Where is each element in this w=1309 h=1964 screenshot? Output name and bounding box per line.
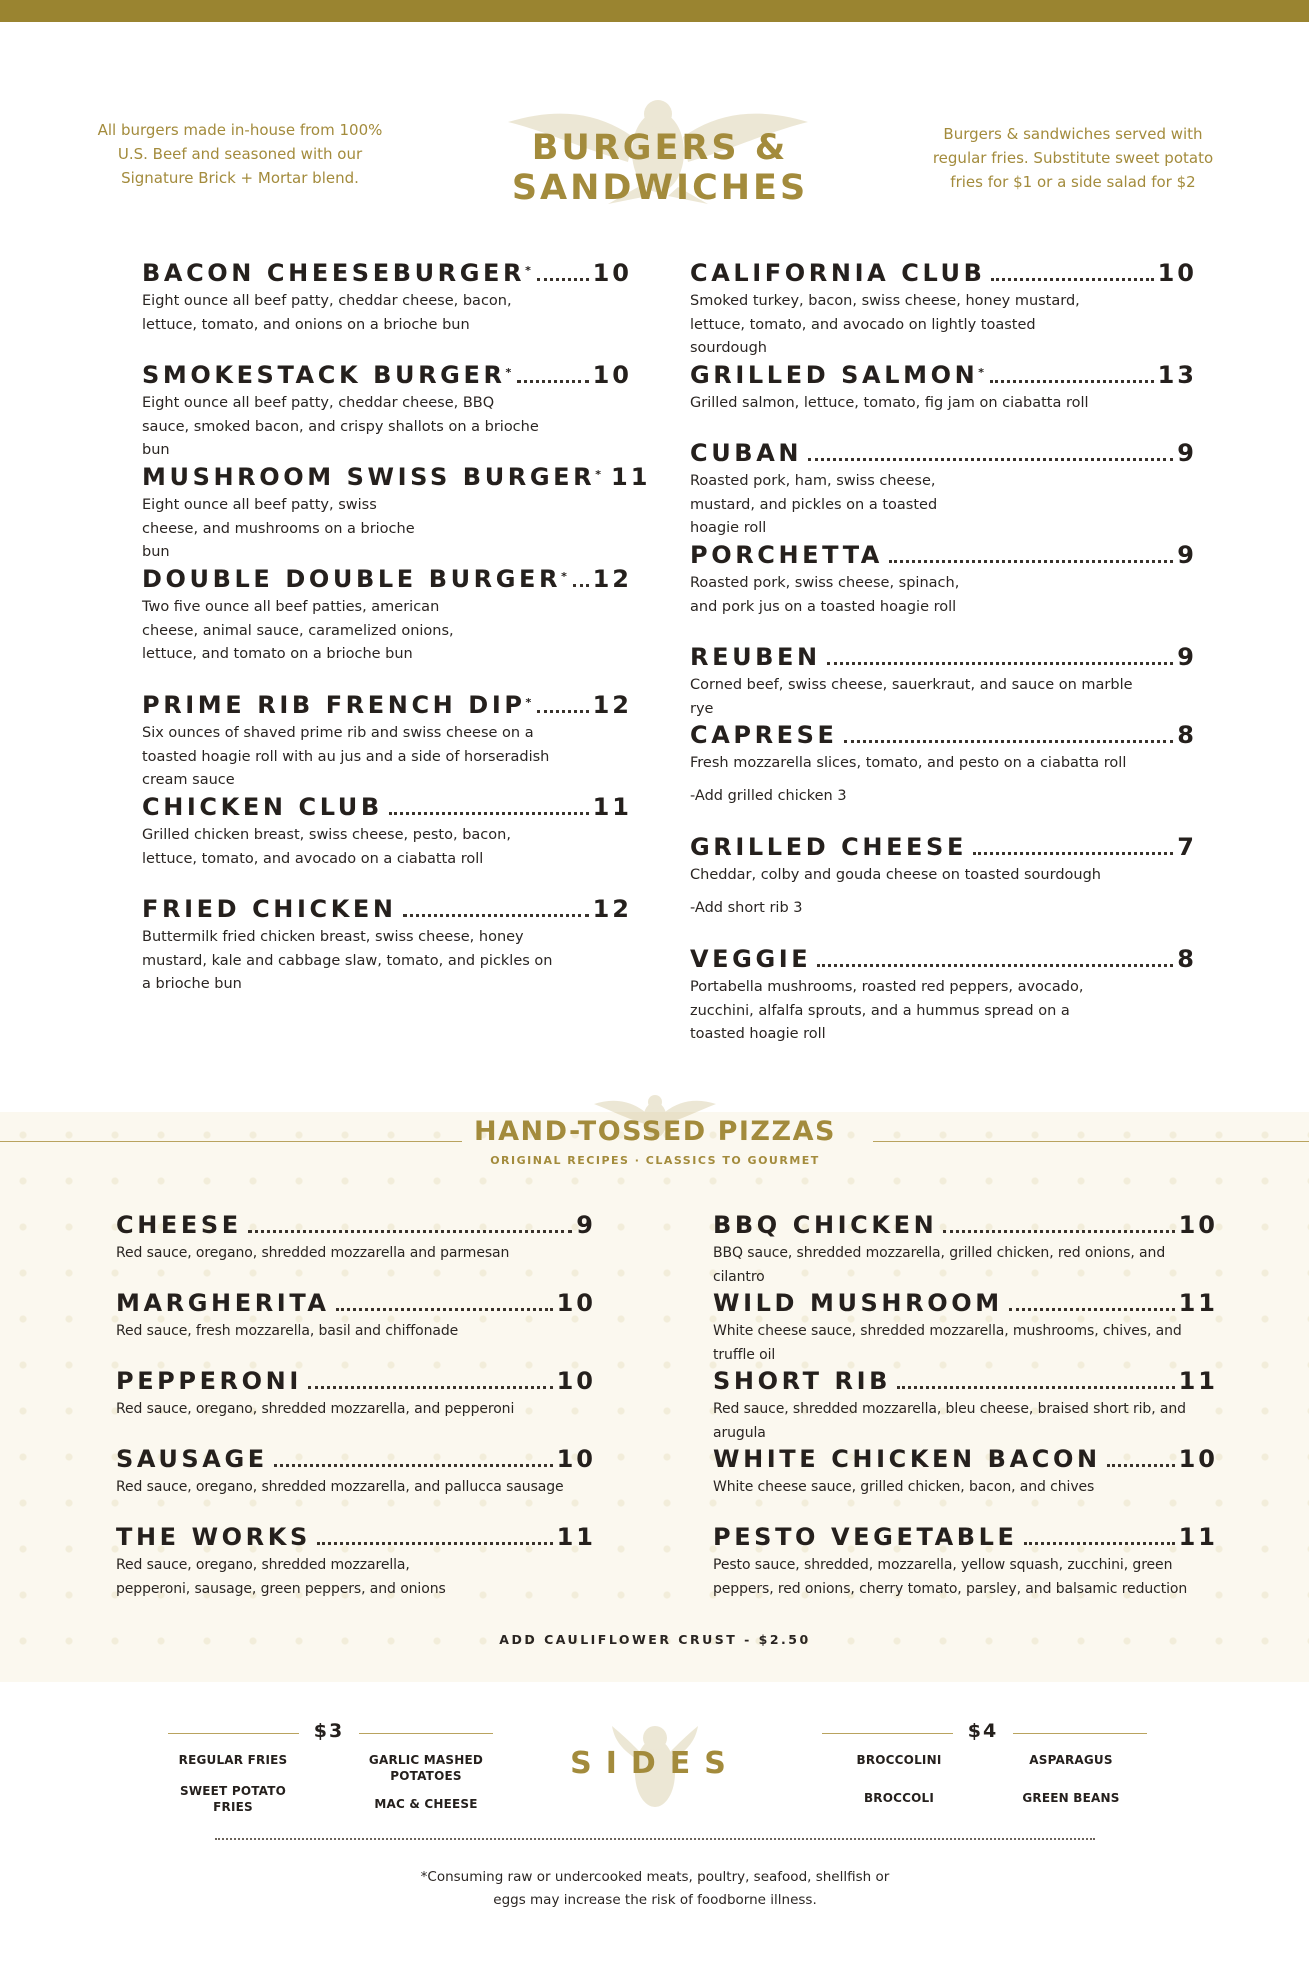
item-name: PEPPERONI xyxy=(116,1367,302,1395)
dot-leader xyxy=(1009,1306,1175,1311)
item-name: CUBAN xyxy=(690,439,803,467)
item-description: Roasted pork, ham, swiss cheese, mustard, and pickles on a toasted hoagie roll xyxy=(690,473,938,536)
item-price: 10 xyxy=(1178,1445,1218,1473)
dot-leader xyxy=(336,1306,553,1311)
dot-leader xyxy=(897,1384,1175,1389)
item-name: MUSHROOM SWISS BURGER xyxy=(142,463,596,491)
item-price: 12 xyxy=(592,565,632,593)
dot-leader xyxy=(1107,1462,1175,1467)
dot-leader xyxy=(248,1228,573,1233)
raw-warning-star: * xyxy=(978,366,985,379)
item-description: Portabella mushrooms, roasted red peppers, avocado, zucchini, alfalfa sprouts, and a hummus spread on a toasted hoagie roll xyxy=(690,979,1084,1042)
item-price: 8 xyxy=(1177,945,1197,973)
item-description: Red sauce, fresh mozzarella, basil and chiffonade xyxy=(116,1323,459,1339)
dot-leader xyxy=(537,708,588,713)
item-price: 10 xyxy=(592,259,632,287)
side-item: ASPARAGUS xyxy=(1029,1753,1113,1767)
sides-price-4: $4 xyxy=(953,1720,1013,1742)
dot-leader xyxy=(537,276,589,281)
dotted-divider xyxy=(215,1838,1095,1840)
dot-leader xyxy=(844,738,1174,743)
item-description: Eight ounce all beef patty, cheddar cheese, BBQ sauce, smoked bacon, and crispy shallots on a brioche bun xyxy=(142,395,539,458)
dot-leader xyxy=(389,810,589,815)
item-description: Grilled chicken breast, swiss cheese, pesto, bacon, lettuce, tomato, and avocado on a ciabatta roll xyxy=(142,827,511,867)
menu-item xyxy=(690,720,1197,808)
item-description: Red sauce, oregano, shredded mozzarella, and pepperoni xyxy=(116,1401,515,1417)
menu-item xyxy=(142,462,651,565)
fries-substitution-note: Burgers & sandwiches served with regular fries. Substitute sweet potato fries for $1 or a side salad for $2 xyxy=(932,125,1214,191)
item-name: BBQ CHICKEN xyxy=(713,1211,938,1239)
menu-item xyxy=(690,360,1197,416)
raw-warning-star: * xyxy=(505,366,512,379)
top-gold-bar xyxy=(0,0,1309,22)
burger-beef-note: All burgers made in-house from 100% U.S. Beef and seasoned with our Signature Brick + Mortar blend. xyxy=(97,121,383,187)
side-item: BROCCOLINI xyxy=(856,1753,942,1767)
item-description: White cheese sauce, shredded mozzarella, mushrooms, chives, and truffle oil xyxy=(713,1323,1182,1363)
dot-leader xyxy=(973,850,1173,855)
dot-leader xyxy=(990,378,1154,383)
item-description: Pesto sauce, shredded, mozzarella, yellow squash, zucchini, green peppers, red onions, cherry tomato, parsley, and balsamic reduction xyxy=(713,1557,1188,1597)
menu-item xyxy=(690,540,1197,619)
item-price: 11 xyxy=(611,463,651,491)
menu-item xyxy=(142,894,632,997)
item-name: THE WORKS xyxy=(116,1523,311,1551)
menu-item xyxy=(142,360,632,463)
item-price: 10 xyxy=(1178,1211,1218,1239)
divider-line xyxy=(873,1141,1309,1142)
menu-item xyxy=(713,1522,1218,1601)
item-description: Six ounces of shaved prime rib and swiss cheese on a toasted hoagie roll with au jus and a side of horseradish cream sauce xyxy=(142,725,550,788)
raw-warning-star: * xyxy=(525,264,531,277)
item-name: CALIFORNIA CLUB xyxy=(690,259,986,287)
item-name: REUBEN xyxy=(690,643,821,671)
item-description: Smoked turkey, bacon, swiss cheese, honey mustard, lettuce, tomato, and avocado on lightly toasted sourdough xyxy=(690,293,1080,356)
item-name: WILD MUSHROOM xyxy=(713,1289,1003,1317)
dot-leader xyxy=(517,378,588,383)
item-name: DOUBLE DOUBLE BURGER xyxy=(142,565,562,593)
raw-warning-star: * xyxy=(595,468,602,481)
menu-item xyxy=(690,438,1197,541)
menu-item xyxy=(690,944,1197,1047)
item-name: BACON CHEESEBURGER xyxy=(142,259,526,287)
dot-leader xyxy=(573,582,589,587)
side-item: MAC & CHEESE xyxy=(374,1797,478,1811)
item-name: CAPRESE xyxy=(690,721,838,749)
menu-item xyxy=(713,1444,1218,1500)
page-title: BURGERS & SANDWICHES xyxy=(511,128,809,208)
dot-leader xyxy=(991,276,1153,281)
dot-leader xyxy=(808,456,1173,461)
menu-item xyxy=(116,1366,596,1422)
item-name: PRIME RIB FRENCH DIP xyxy=(142,691,526,719)
item-name: MARGHERITA xyxy=(116,1289,330,1317)
item-name: GRILLED SALMON xyxy=(690,361,979,389)
menu-item xyxy=(142,792,632,871)
item-description: Red sauce, shredded mozzarella, bleu cheese, braised short rib, and arugula xyxy=(713,1401,1186,1441)
side-item: BROCCOLI xyxy=(863,1791,935,1805)
item-price: 10 xyxy=(556,1445,596,1473)
dot-leader xyxy=(827,660,1174,665)
pizza-section-title: HAND-TOSSED PIZZAS xyxy=(474,1116,836,1147)
item-description: Buttermilk fried chicken breast, swiss cheese, honey mustard, kale and cabbage slaw, tomato, and pickles on a brioche bun xyxy=(142,929,553,992)
item-name: FRIED CHICKEN xyxy=(142,895,397,923)
item-price: 11 xyxy=(556,1523,596,1551)
item-name: CHEESE xyxy=(116,1211,242,1239)
item-price: 11 xyxy=(1178,1523,1218,1551)
dot-leader xyxy=(817,962,1173,967)
item-price: 11 xyxy=(592,793,632,821)
divider-line xyxy=(0,1141,462,1142)
item-description: Fresh mozzarella slices, tomato, and pesto on a ciabatta roll xyxy=(690,755,1127,771)
menu-item xyxy=(116,1210,596,1266)
item-description: Red sauce, oregano, shredded mozzarella and parmesan xyxy=(116,1245,510,1261)
item-description: Two five ounce all beef patties, american cheese, animal sauce, caramelized onions, lettuce, and tomato on a brioche bun xyxy=(142,599,454,662)
dot-leader xyxy=(1024,1540,1175,1545)
item-name: VEGGIE xyxy=(690,945,812,973)
item-description: BBQ sauce, shredded mozzarella, grilled chicken, red onions, and cilantro xyxy=(713,1245,1166,1285)
item-addon: -Add short rib 3 xyxy=(690,899,803,916)
item-price: 9 xyxy=(1177,439,1197,467)
menu-item xyxy=(116,1444,596,1500)
menu-item xyxy=(142,564,632,667)
side-item: GREEN BEANS xyxy=(1022,1791,1120,1805)
raw-warning-star: * xyxy=(525,696,532,709)
item-description: Cheddar, colby and gouda cheese on toasted sourdough xyxy=(690,867,1101,883)
item-price: 11 xyxy=(1178,1289,1218,1317)
item-description: Corned beef, swiss cheese, sauerkraut, and sauce on marble rye xyxy=(690,677,1133,717)
item-name: PORCHETTA xyxy=(690,541,883,569)
item-description: Red sauce, oregano, shredded mozzarella, and pallucca sausage xyxy=(116,1479,564,1495)
menu-item xyxy=(142,258,632,337)
dot-leader xyxy=(403,912,589,917)
cauliflower-crust-addon: ADD CAULIFLOWER CRUST - $2.50 xyxy=(499,1632,811,1647)
menu-item xyxy=(142,690,632,793)
menu-item xyxy=(690,832,1197,920)
item-price: 11 xyxy=(1178,1367,1218,1395)
menu-item xyxy=(713,1366,1218,1445)
item-description: Red sauce, oregano, shredded mozzarella, pepperoni, sausage, green peppers, and onions xyxy=(116,1557,446,1597)
item-price: 12 xyxy=(592,895,632,923)
dot-leader xyxy=(274,1462,553,1467)
item-description: Eight ounce all beef patty, swiss cheese, and mushrooms on a brioche bun xyxy=(142,497,415,560)
menu-item xyxy=(690,258,1197,361)
raw-warning-star: * xyxy=(561,570,567,583)
item-addon: -Add grilled chicken 3 xyxy=(690,787,847,804)
menu-item xyxy=(713,1210,1218,1289)
menu-item xyxy=(116,1288,596,1344)
item-price: 13 xyxy=(1157,361,1197,389)
item-name: PESTO VEGETABLE xyxy=(713,1523,1018,1551)
item-price: 10 xyxy=(556,1289,596,1317)
item-description: Grilled salmon, lettuce, tomato, fig jam on ciabatta roll xyxy=(690,395,1089,411)
item-price: 9 xyxy=(1177,541,1197,569)
item-price: 9 xyxy=(576,1211,596,1239)
side-item: GARLIC MASHED POTATOES xyxy=(368,1753,484,1783)
item-price: 10 xyxy=(592,361,632,389)
item-price: 10 xyxy=(556,1367,596,1395)
item-name: SHORT RIB xyxy=(713,1367,892,1395)
item-description: Eight ounce all beef patty, cheddar cheese, bacon, lettuce, tomato, and onions on a brioche bun xyxy=(142,293,512,333)
item-name: SMOKESTACK BURGER xyxy=(142,361,506,389)
dot-leader xyxy=(943,1228,1174,1233)
item-description: Roasted pork, swiss cheese, spinach, and pork jus on a toasted hoagie roll xyxy=(690,575,960,615)
side-item: REGULAR FRIES xyxy=(178,1753,288,1767)
dot-leader xyxy=(308,1384,553,1389)
food-safety-disclaimer: *Consuming raw or undercooked meats, poultry, seafood, shellfish or eggs may increase the risk of foodborne illness. xyxy=(420,1869,890,1908)
dot-leader xyxy=(889,558,1173,563)
item-price: 12 xyxy=(592,691,632,719)
dot-leader xyxy=(317,1540,553,1545)
side-item: SWEET POTATO FRIES xyxy=(179,1784,287,1814)
item-name: SAUSAGE xyxy=(116,1445,268,1473)
item-price: 9 xyxy=(1177,643,1197,671)
menu-item xyxy=(713,1288,1218,1367)
item-price: 7 xyxy=(1177,833,1197,861)
item-price: 10 xyxy=(1157,259,1197,287)
sides-title: SIDES xyxy=(570,1746,740,1781)
item-name: GRILLED CHEESE xyxy=(690,833,967,861)
menu-item xyxy=(116,1522,596,1601)
item-name: WHITE CHICKEN BACON xyxy=(713,1445,1101,1473)
item-description: White cheese sauce, grilled chicken, bacon, and chives xyxy=(713,1479,1095,1495)
sides-price-3: $3 xyxy=(299,1720,359,1742)
item-name: CHICKEN CLUB xyxy=(142,793,383,821)
menu-item xyxy=(690,642,1197,721)
item-price: 8 xyxy=(1177,721,1197,749)
pizza-section-subtitle: ORIGINAL RECIPES · CLASSICS TO GOURMET xyxy=(490,1154,820,1167)
